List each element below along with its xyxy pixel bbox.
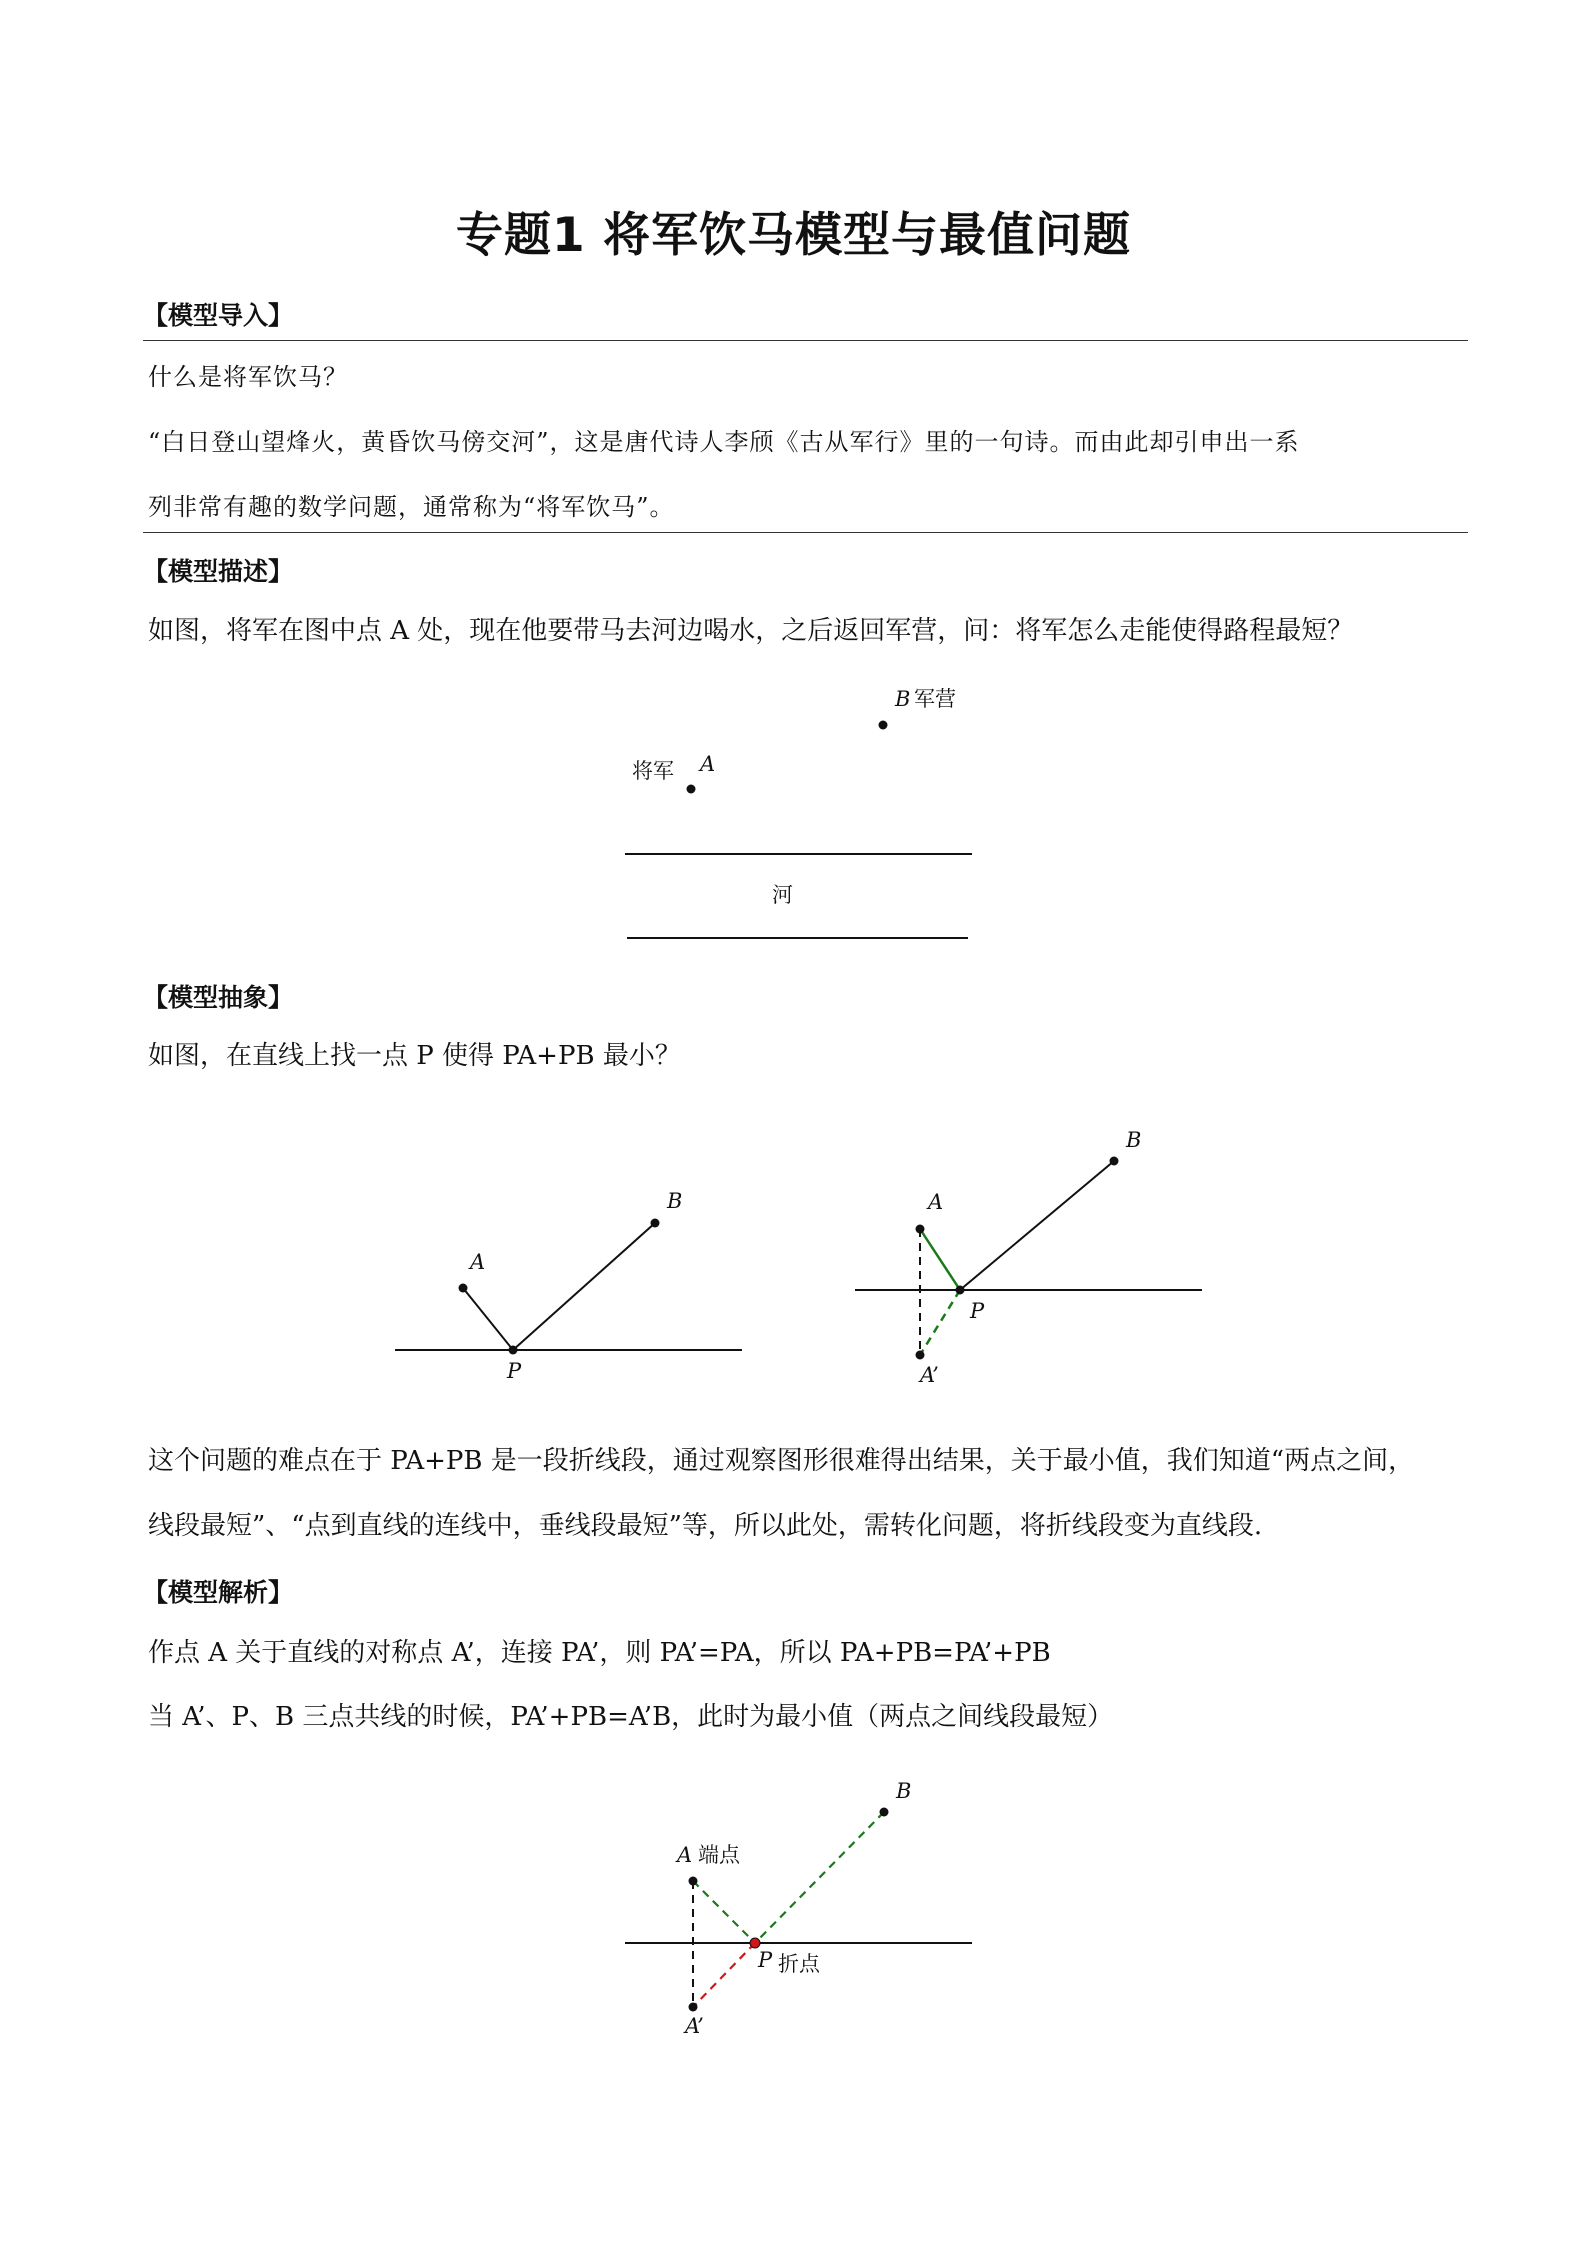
point-a-dot: [689, 1877, 698, 1886]
intro-bottom-rule: [143, 532, 1468, 533]
section-heading-abstraction: 【模型抽象】: [143, 983, 294, 1012]
segment-pa: [920, 1229, 960, 1290]
figure2-label-b: B: [667, 1189, 683, 1213]
figure2-label-p: P: [507, 1359, 522, 1383]
point-a-dot: [459, 1284, 468, 1293]
difficulty-paragraph-line-2: 线段最短”、“点到直线的连线中，垂线段最短”等，所以此处，需转化问题，将折线段变为直线段.: [148, 1511, 1263, 1541]
intro-question: 什么是将军饮马？: [148, 363, 348, 391]
segment-pb: [960, 1161, 1114, 1290]
analysis-paragraph-line-1: 作点 A 关于直线的对称点 A’，连接 PA’，则 PA’=PA，所以 PA+PB=PA’+PB: [148, 1638, 1051, 1668]
point-a-dot: [916, 1225, 925, 1234]
analysis-paragraph-line-2: 当 A’、P、B 三点共线的时候，PA’+PB=A’B，此时为最小值（两点之间线段最短）: [148, 1702, 1114, 1732]
figure-basic-problem: [390, 1180, 760, 1400]
figure1-label-a: A: [700, 752, 716, 776]
point-a-prime-dot: [916, 1351, 925, 1360]
intro-paragraph-line-2: 列非常有趣的数学问题，通常称为“将军饮马”。: [148, 493, 675, 521]
point-a-dot: [687, 785, 696, 794]
figure1-label-camp: 军营: [914, 687, 956, 711]
figure1-label-river: 河: [772, 883, 793, 907]
figure-river-diagram: [600, 680, 1020, 950]
section-heading-analysis: 【模型解析】: [143, 1578, 294, 1607]
figure4-label-endpoint: 端点: [698, 1843, 740, 1867]
point-b-dot: [651, 1219, 660, 1228]
figure3-label-b: B: [1126, 1128, 1142, 1152]
figure4-label-a-prime: A’: [685, 2014, 704, 2038]
segment-pa: [463, 1288, 513, 1350]
point-b-dot: [880, 1808, 889, 1817]
segment-pa-prime: [693, 1943, 755, 2007]
figure1-label-general: 将军: [632, 759, 674, 783]
segment-pa: [693, 1881, 755, 1943]
intro-paragraph-line-1: “白日登山望烽火，黄昏饮马傍交河”，这是唐代诗人李颀《古从军行》里的一句诗。而由此却引申出一系: [148, 428, 1300, 456]
figure-reflection: [850, 1120, 1210, 1390]
point-b-dot: [879, 721, 888, 730]
figure4-label-a: A: [677, 1843, 693, 1867]
figure2-label-a: A: [470, 1250, 486, 1274]
section-heading-description: 【模型描述】: [143, 557, 294, 586]
figure4-label-turning-point: 折点: [778, 1952, 820, 1976]
segment-pb: [513, 1223, 655, 1350]
figure3-label-a: A: [928, 1190, 944, 1214]
figure4-label-b: B: [896, 1779, 912, 1803]
point-b-dot: [1110, 1157, 1119, 1166]
point-p-dot: [750, 1938, 760, 1948]
description-paragraph: 如图，将军在图中点 A 处，现在他要带马去河边喝水，之后返回军营，问：将军怎么走能使得路程最短？: [148, 616, 1354, 646]
point-p-dot: [956, 1286, 965, 1295]
point-a-prime-dot: [689, 2003, 698, 2012]
figure3-label-a-prime: A’: [920, 1363, 939, 1387]
section-heading-intro: 【模型导入】: [143, 301, 294, 330]
figure4-label-p: P: [758, 1948, 773, 1972]
segment-pa-prime: [920, 1290, 960, 1355]
difficulty-paragraph-line-1: 这个问题的难点在于 PA+PB 是一段折线段，通过观察图形很难得出结果，关于最小值，我们知道“两点之间，: [148, 1446, 1415, 1476]
figure-solution: [620, 1775, 1000, 2045]
abstraction-paragraph: 如图，在直线上找一点 P 使得 PA+PB 最小？: [148, 1041, 681, 1071]
page-title: 专题1 将军饮马模型与最值问题: [455, 208, 1132, 263]
figure3-label-p: P: [970, 1299, 985, 1323]
intro-top-rule: [143, 340, 1468, 341]
point-p-dot: [509, 1346, 518, 1355]
segment-pb: [755, 1812, 884, 1943]
figure1-label-b: B: [895, 687, 911, 711]
